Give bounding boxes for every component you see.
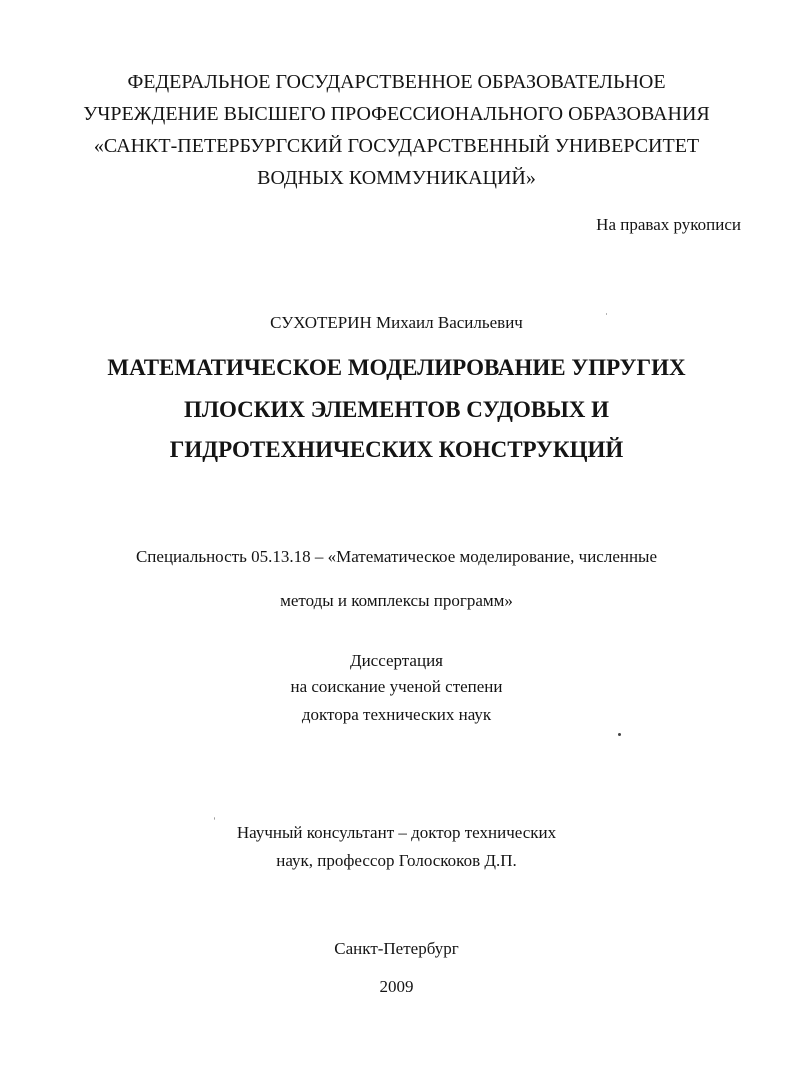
degree-line-1: Диссертация [349,651,443,670]
institution-line-2: УЧРЕЖДЕНИЕ ВЫСШЕГО ПРОФЕССИОНАЛЬНОГО ОБРАЗОВАНИЯ [83,103,710,125]
institution-line-1: ФЕДЕРАЛЬНОЕ ГОСУДАРСТВЕННОЕ ОБРАЗОВАТЕЛЬНОЕ [127,71,666,93]
specialty-line-1: Специальность 05.13.18 – «Математическое моделирование, численные [135,547,658,566]
degree-line-3: доктора технических наук [301,705,492,724]
manuscript-note: На правах рукописи [596,215,741,234]
title-line-1: МАТЕМАТИЧЕСКОЕ МОДЕЛИРОВАНИЕ УПРУГИХ [107,355,686,380]
author-name: СУХОТЕРИН Михаил Васильевич [270,313,523,332]
scan-speck [606,313,607,315]
consultant-line-1: Научный консультант – доктор технических [236,823,557,842]
scan-speck [214,817,215,820]
specialty-line-2: методы и комплексы программ» [280,591,513,610]
institution-line-4: ВОДНЫХ КОММУНИКАЦИЙ» [257,167,536,189]
year: 2009 [379,977,414,996]
title-line-2: ПЛОСКИХ ЭЛЕМЕНТОВ СУДОВЫХ И [183,397,610,422]
consultant-line-2: наук, профессор Голоскоков Д.П. [276,851,517,870]
scan-speck [618,733,621,736]
city: Санкт-Петербург [334,939,459,958]
institution-line-3: «САНКТ-ПЕТЕРБУРГСКИЙ ГОСУДАРСТВЕННЫЙ УНИВЕРСИТЕТ [93,135,700,157]
title-line-3: ГИДРОТЕХНИЧЕСКИХ КОНСТРУКЦИЙ [169,437,624,462]
degree-line-2: на соискание ученой степени [290,677,503,696]
